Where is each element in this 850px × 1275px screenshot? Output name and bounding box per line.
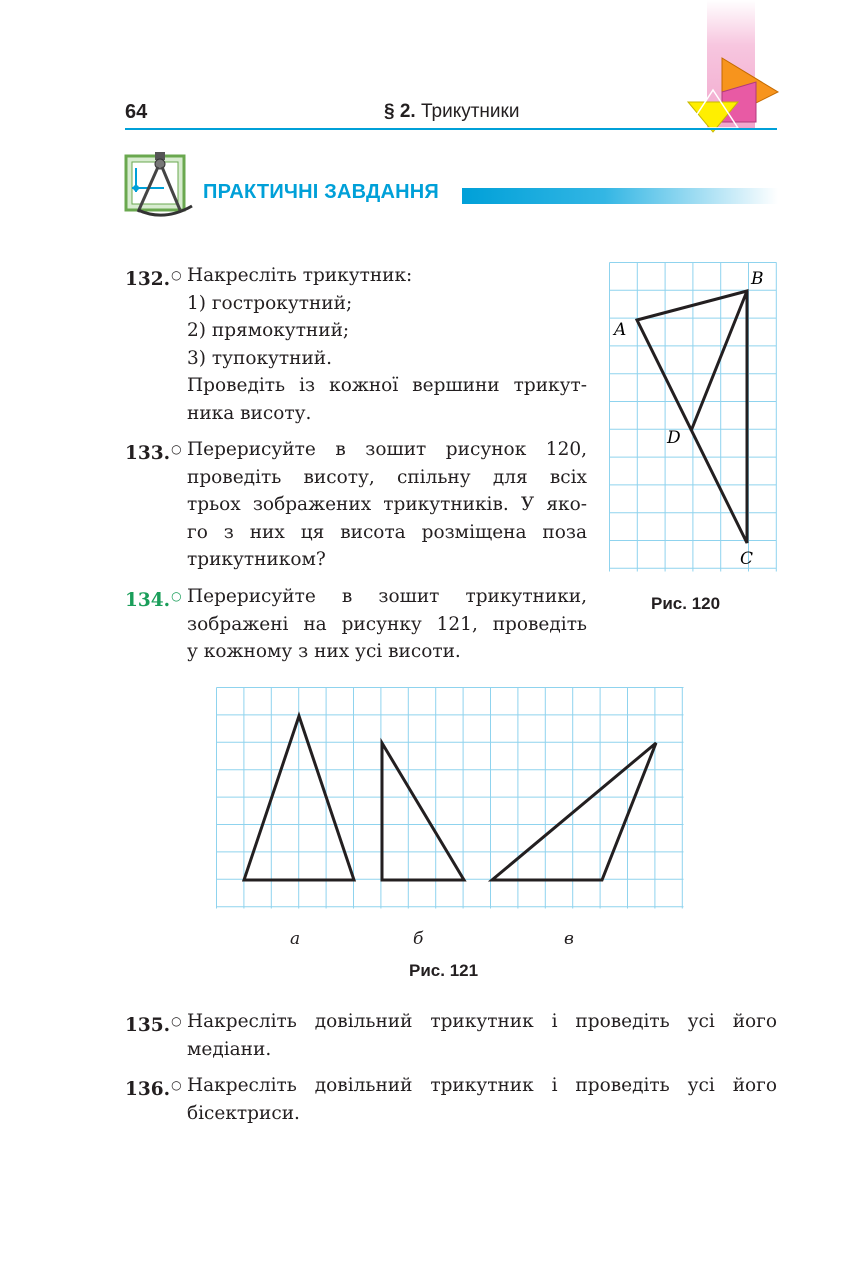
figure-121-label-a: а [290,929,301,949]
section-title: ПРАКТИЧНІ ЗАВДАННЯ [203,181,440,203]
exercise-text-line: Накресліть довільний трикутник і проведіть усі його [187,1075,777,1096]
triangle-b [382,743,464,880]
exercise-text-line: проведіть висоту, спільну для всіх [187,466,587,488]
exercise-text-line: 1) гострокутний; [187,292,353,314]
figure-121-label-c: в [564,929,574,949]
figure-121-caption: Рис. 121 [409,961,479,980]
figure-120-caption: Рис. 120 [651,594,721,613]
exercise-number: 134.○ [125,589,182,611]
exercise-text-line: 3) тупокутний. [187,347,333,369]
exercise-number: 135.○ [125,1014,182,1036]
header-rule [125,128,777,130]
exercise-text-line: Проведіть із кожної вершини трикут- [187,375,587,396]
section-name: Трикутники [415,101,520,122]
exercise-text-line: 2) прямокутний; [187,320,350,341]
figure-120 [609,262,779,574]
exercise-text-line: го з них ця висота розміщена поза [187,521,587,543]
exercise-text-line: трикутником? [187,549,326,570]
exercise-text-line: зображені на рисунку 121, проведіть [187,613,587,635]
exercise-text-line: медіани. [187,1038,272,1060]
exercise-text-line: Перерисуйте в зошит рисунок 120, [187,439,587,460]
page-number: 64 [125,101,148,123]
grid [217,688,684,909]
triangles-decoration-icon [680,50,785,135]
exercise-text-line: Перерисуйте в зошит трикутники, [187,586,587,607]
exercise-number: 132.○ [125,268,182,290]
figure-121 [216,687,686,911]
label-d: D [667,428,681,448]
exercise-text-line: Накресліть трикутник: [187,265,413,286]
exercise-text-line: бісектриси. [187,1102,300,1124]
label-a: A [614,320,627,340]
compass-ruler-icon [124,152,200,218]
exercise-text-line: трьох зображених трикутників. У яко- [187,494,587,515]
triangle-c [492,743,656,880]
section-title-bar [462,188,778,204]
figure-121-label-b: б [413,929,424,949]
label-b: B [751,269,764,289]
segment-bd [691,291,747,431]
exercise-number: 133.○ [125,442,182,464]
exercise-number: 136.○ [125,1078,182,1100]
exercise-text-line: ника висоту. [187,402,312,424]
exercise-text-line: Накресліть довільний трикутник і проведіть усі його [187,1011,777,1032]
section-mark: § 2. [384,101,416,122]
running-head [384,101,519,123]
label-c: C [740,549,754,569]
grid [610,263,777,572]
exercise-text-line: у кожному з них усі висоти. [187,641,461,662]
